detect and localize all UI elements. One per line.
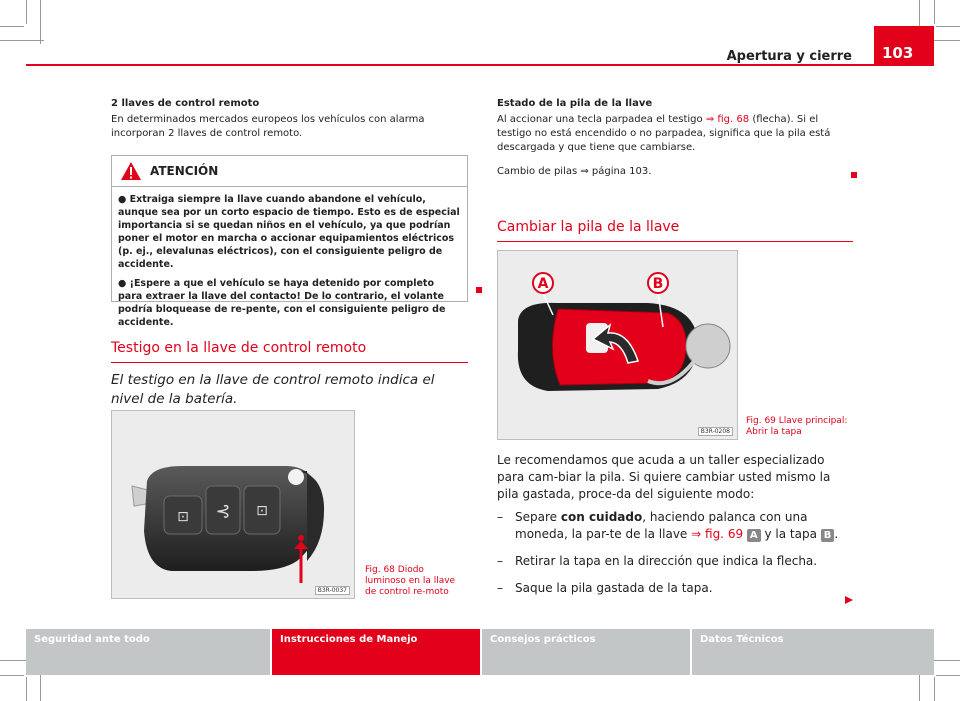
battery-text: Al accionar una tecla parpadea el testigo ⇒ fig. 68 (flecha). Si el testigo no está encendido o no parpadea, significa que la pila está descargada y que tiene que cambiarse. [497,114,831,153]
section-title-change-battery: Cambiar la pila de la llave [497,219,853,242]
recommendation-paragraph: Le recomendamos que acuda a un taller especializado para cam-biar la pila. Si quiere cambiar usted mismo la pila gastada, proce-da del siguiente modo: [497,453,831,501]
crop-mark [26,0,27,24]
svg-text:⊡: ⊡ [256,503,268,519]
callout-b-badge: B [821,529,835,542]
crop-mark [26,677,27,701]
end-marker [851,172,857,178]
svg-text:⊡: ⊡ [177,509,189,525]
crop-mark [0,675,24,676]
footer-tab-safety[interactable]: Seguridad ante todo [26,629,270,675]
figure-code: B3R-0208 [698,427,733,436]
footer-tab-instructions[interactable]: Instrucciones de Manejo [272,629,480,675]
figure-68-caption: Fig. 68 Diodo luminoso en la llave de control re-moto [365,565,456,597]
callout-a-label: A [537,276,549,292]
crop-mark [40,0,41,44]
right-column [497,98,853,185]
step-item: – Retirar la tapa en la dirección que indica la flecha. [497,554,818,568]
header-title: Apertura y cierre [726,49,852,64]
callout-b-label: B [652,276,664,292]
left-column [111,98,468,147]
remote-keys-text: En determinados mercados europeos los vehículos con alarma incorporan 2 llaves de control remoto. [111,114,425,139]
fig-69-link[interactable]: ⇒ fig. 69 [691,527,744,541]
svg-text:⊰: ⊰ [215,501,231,522]
page-number: 103 [874,26,934,66]
battery-heading: Estado de la pila de la llave [497,98,653,109]
crop-mark [934,677,935,701]
crop-mark [936,26,960,27]
crop-mark [934,0,935,24]
figure-69-key [497,250,738,440]
continue-arrow-icon [844,595,854,605]
end-marker [476,287,482,293]
change-battery-ref[interactable]: Cambio de pilas ⇒ página 103. [497,166,652,177]
header-rule [26,64,934,66]
section-title-indicator: Testigo en la llave de control remoto [111,340,468,363]
warning-title: ATENCIÓN [150,164,219,178]
step-item: – Saque la pila gastada de la tapa. [497,581,713,595]
step-item: – Separe con cuidado, haciendo palanca con una moneda, la par-te de la llave ⇒ fig. 69 A y la tapa B . [497,510,839,541]
crop-mark [936,675,960,676]
fig-68-link[interactable]: ⇒ fig. 68 [705,114,750,125]
figure-69-caption: Fig. 69 Llave principal: Abrir la tapa [746,416,848,437]
remote-keys-heading: 2 llaves de control remoto [111,98,260,109]
key-open-cover-illustration [498,251,738,440]
warning-item: ● ¡Espere a que el vehículo se haya detenido por completo para extraer la llave del contacto! De lo contrario, el volante podría bloquease de re-pente, con el consiguiente peligro de accidente. [118,278,446,328]
crop-mark [0,40,44,41]
key-remote-illustration [112,411,355,599]
change-battery-instructions [497,452,853,597]
section-intro: El testigo en la llave de control remoto indica el nivel de la batería. [111,372,435,407]
crop-mark [0,26,24,27]
footer-tab-technical-data[interactable]: Datos Técnicos [692,629,934,675]
warning-item: ● Extraiga siempre la llave cuando abandone el vehículo, aunque sea por un corto espacio de tiempo. Esto es de especial importancia si se quedan niños en el vehículo, ya que podrían poner el motor en marcha o accionar equipamientos eléctricos (p. ej., elevalunas eléctricos), con el consiguiente peligro de accidente. [118,194,460,270]
indicator-section [111,340,468,409]
footer-tab-tips[interactable]: Consejos prácticos [482,629,690,675]
change-battery-section [497,219,853,242]
warning-header [112,156,467,187]
figure-68-key [111,410,355,599]
warning-triangle-icon [120,161,142,181]
callout-a-badge: A [747,529,761,542]
figure-code: B3R-0037 [315,586,350,595]
warning-box [111,155,468,328]
